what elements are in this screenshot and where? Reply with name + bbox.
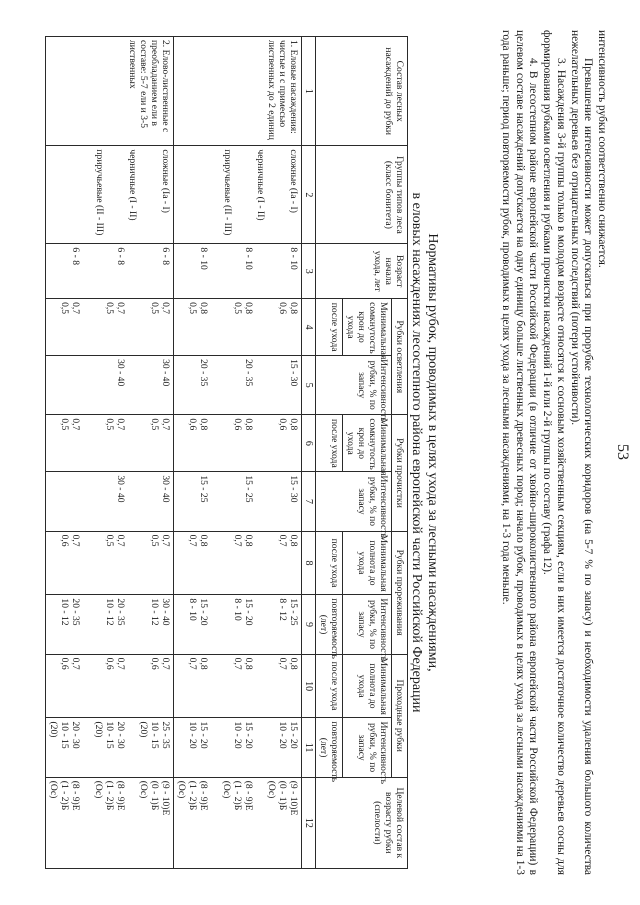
row-value bbox=[48, 781, 81, 865]
cell-line: 0,7 bbox=[115, 657, 126, 670]
cell-line: 20 - 30 bbox=[115, 721, 126, 749]
row-value bbox=[209, 721, 254, 773]
cell-line: 0,6 bbox=[187, 418, 198, 431]
cell-line: 0,5 bbox=[104, 418, 115, 431]
row-value bbox=[59, 302, 81, 352]
cell-line: 0,8 bbox=[288, 534, 299, 547]
forest-type: черничные (I - II) bbox=[127, 149, 138, 221]
row-value bbox=[187, 658, 209, 715]
cell-line: 6 - 8 bbox=[115, 247, 126, 265]
row-value bbox=[187, 302, 209, 352]
cell-line: 30 - 40 bbox=[115, 359, 126, 387]
header-int-prokhod: Интенсивность рубки, % по запасу bbox=[343, 718, 392, 777]
row-value bbox=[126, 359, 171, 411]
cell-line: 20 - 35 bbox=[198, 359, 209, 387]
cell-line: 10 - 15 bbox=[59, 721, 70, 749]
row-value bbox=[254, 475, 299, 527]
column-number: 5 bbox=[302, 356, 316, 415]
row-value bbox=[126, 302, 171, 352]
cell-line: 0,8 bbox=[198, 418, 209, 431]
cell-line: 15 - 20 bbox=[243, 721, 254, 749]
heading-line-1: Нормативы рубок, проводимых в целях ухода за лесными насаждениями, bbox=[425, 233, 440, 672]
row-value bbox=[209, 658, 254, 715]
cell-osv-int bbox=[46, 356, 174, 415]
row-value bbox=[81, 418, 126, 468]
cell-line: 8 - 10 bbox=[243, 247, 254, 270]
row-value bbox=[209, 247, 254, 295]
cell-line: 0,7 bbox=[187, 534, 198, 547]
cell-line: (0 - 1)Б bbox=[277, 780, 288, 811]
row-value bbox=[209, 598, 254, 650]
header-prochistka: Рубки прочистки bbox=[392, 415, 408, 531]
column-number: 9 bbox=[302, 595, 316, 654]
cell-line: 10 - 12 bbox=[104, 598, 115, 626]
cell-line: 8 - 10 bbox=[288, 247, 299, 270]
cell-prorezh-int bbox=[174, 595, 302, 654]
row-value bbox=[198, 247, 209, 295]
cell-line: 0,8 bbox=[243, 534, 254, 547]
forest-type-cell bbox=[174, 146, 302, 244]
cell-line: 6 - 8 bbox=[70, 247, 81, 265]
header-prorezhivanie: Рубки прореживания bbox=[392, 531, 408, 654]
cell-age bbox=[174, 244, 302, 299]
cell-line: 0,7 bbox=[187, 657, 198, 670]
cell-target bbox=[46, 777, 174, 868]
forest-type: сложные (Iа - I) bbox=[288, 149, 299, 213]
header-int-osv: Интенсивность рубки, % по запасу bbox=[316, 356, 392, 415]
row-value bbox=[81, 598, 126, 650]
row-value bbox=[81, 359, 126, 411]
column-number-row bbox=[302, 37, 316, 869]
row-value bbox=[70, 247, 81, 295]
cell-line: 10 - 20 bbox=[277, 721, 288, 749]
cell-line: (8 - 9)Е bbox=[70, 780, 81, 811]
cell-line: (Ос) bbox=[176, 780, 187, 799]
row-value bbox=[126, 658, 171, 715]
row-value bbox=[59, 418, 81, 468]
cell-line: (8 - 9)Е bbox=[115, 780, 126, 811]
cell-line: 0,6 bbox=[232, 418, 243, 431]
column-number: 8 bbox=[302, 531, 316, 595]
column-number: 11 bbox=[302, 718, 316, 777]
row-value bbox=[81, 658, 126, 715]
cell-line: 0,8 bbox=[288, 418, 299, 431]
column-number: 4 bbox=[302, 299, 316, 356]
cell-age bbox=[46, 244, 174, 299]
row-value bbox=[59, 658, 81, 715]
cell-line: (9 - 10)Е bbox=[160, 780, 171, 816]
row-value bbox=[81, 781, 126, 865]
intro-text bbox=[498, 30, 608, 875]
cell-line: 10 - 20 bbox=[187, 721, 198, 749]
cell-line: 30 - 40 bbox=[160, 475, 171, 503]
header-after-prokhod: после ухода bbox=[316, 654, 343, 718]
forest-type: сложные (Iа - I) bbox=[160, 149, 171, 213]
norms-table bbox=[45, 36, 408, 869]
forest-type-cell bbox=[46, 146, 174, 244]
cell-line: 0,8 bbox=[198, 657, 209, 670]
cell-line: (1 - 2)Б bbox=[59, 780, 70, 811]
cell-line: 30 - 40 bbox=[115, 475, 126, 503]
row-value bbox=[187, 418, 209, 468]
row-value bbox=[126, 475, 171, 527]
cell-line: 0,5 bbox=[104, 534, 115, 547]
header-osvetlenie: Рубки осветления bbox=[392, 299, 408, 415]
cell-line: 0,7 bbox=[160, 302, 171, 315]
cell-line: 0,6 bbox=[59, 534, 70, 547]
column-number: 3 bbox=[302, 244, 316, 299]
cell-line: (8 - 9)Е bbox=[243, 780, 254, 811]
cell-line: 0,6 bbox=[104, 657, 115, 670]
cell-line: 0,8 bbox=[198, 534, 209, 547]
cell-line: 0,7 bbox=[232, 657, 243, 670]
cell-line: (Ос) bbox=[138, 780, 149, 799]
row-value bbox=[187, 535, 209, 592]
cell-line: 0,6 bbox=[149, 657, 160, 670]
column-number: 1 bbox=[302, 37, 316, 146]
cell-line: (0 - 1)Б bbox=[149, 780, 160, 811]
cell-line: 20 - 30 bbox=[70, 721, 81, 749]
row-value bbox=[126, 535, 171, 592]
cell-line: (Ос) bbox=[266, 780, 277, 799]
cell-prorezh-min bbox=[46, 531, 174, 595]
rotated-page-content bbox=[28, 30, 608, 875]
row-value bbox=[126, 781, 171, 865]
cell-line: 0,7 bbox=[70, 418, 81, 431]
cell-line: 0,7 bbox=[70, 302, 81, 315]
heading-line-2: в еловых насаждениях лесостепного района европейской части Российской Федерации bbox=[409, 192, 425, 713]
forest-type: приручьевые (II - III) bbox=[222, 149, 233, 236]
row-value bbox=[209, 418, 254, 468]
cell-line: 0,8 bbox=[288, 657, 299, 670]
cell-line: 0,8 bbox=[243, 418, 254, 431]
column-number: 12 bbox=[302, 777, 316, 868]
row-value bbox=[209, 475, 254, 527]
cell-prokhod-int bbox=[46, 718, 174, 777]
cell-prorezh-min bbox=[174, 531, 302, 595]
cell-line: 0,7 bbox=[160, 657, 171, 670]
cell-line: 0,5 bbox=[59, 418, 70, 431]
cell-line: (1 - 2)Б bbox=[187, 780, 198, 811]
cell-line: 8 - 10 bbox=[198, 247, 209, 270]
header-target-composition: Целевой состав к возрасту рубки (спелости) bbox=[316, 777, 408, 868]
row-value bbox=[59, 535, 81, 592]
cell-line: 10 - 12 bbox=[59, 598, 70, 626]
header-min-osv: Минимальная сомкнутость крон до ухода bbox=[343, 299, 392, 356]
forest-type: черничные (I - II) bbox=[255, 149, 266, 221]
row-value bbox=[254, 598, 299, 650]
cell-line: (20) bbox=[48, 721, 59, 738]
group-title: 2. Елово-лиственные с преобладанием ели в составе: 5-7 ели и 3-5 лиственных bbox=[46, 37, 174, 146]
cell-osv-int bbox=[174, 356, 302, 415]
row-value bbox=[187, 721, 209, 773]
cell-line: 0,6 bbox=[277, 302, 288, 315]
cell-line: 0,5 bbox=[187, 302, 198, 315]
cell-line: 0,7 bbox=[160, 418, 171, 431]
cell-line: 0,8 bbox=[243, 657, 254, 670]
column-number: 7 bbox=[302, 472, 316, 531]
row-value bbox=[81, 721, 126, 773]
cell-proch-int bbox=[46, 472, 174, 531]
cell-line: (1 - 2)Б bbox=[104, 780, 115, 811]
row-value bbox=[81, 247, 126, 295]
column-number: 2 bbox=[302, 146, 316, 244]
row-value bbox=[198, 475, 209, 527]
table-row bbox=[174, 37, 302, 869]
cell-line: 15 - 20 bbox=[198, 721, 209, 749]
row-value bbox=[126, 247, 171, 295]
cell-line: 0,7 bbox=[115, 534, 126, 547]
cell-line: 8 - 10 bbox=[187, 598, 198, 621]
row-value bbox=[48, 721, 81, 773]
intro-line: интенсивность рубки соответственно снижается. bbox=[596, 30, 608, 268]
cell-prokhod-int bbox=[174, 718, 302, 777]
cell-line: (Ос) bbox=[48, 780, 59, 799]
intro-line: Превышение интенсивности может допускаться при прорубке технологических коридоров (на 5-7 % по запасу) и необходимости удаления большого количества нежелательных деревьев без отрицательных последствий (потери устойчивости). bbox=[568, 30, 595, 875]
cell-line: 0,5 bbox=[149, 418, 160, 431]
forest-type: приручьевые (II - III) bbox=[94, 149, 105, 236]
cell-line: (8 - 9)Е bbox=[198, 780, 209, 811]
cell-line: 30 - 40 bbox=[160, 359, 171, 387]
cell-line: 20 - 35 bbox=[70, 598, 81, 626]
header-period-prokhod: повторяемость (лет) bbox=[316, 718, 343, 777]
cell-line: 15 - 25 bbox=[243, 475, 254, 503]
row-value bbox=[209, 302, 254, 352]
cell-line: 0,6 bbox=[59, 657, 70, 670]
header-forest-type: Группы типов леса (класс бонитета) bbox=[316, 146, 408, 244]
cell-line: 0,8 bbox=[198, 302, 209, 315]
header-min-prokhod: Минимальная полнота до ухода bbox=[343, 654, 392, 718]
cell-line: 0,7 bbox=[115, 418, 126, 431]
header-min-proch: Минимальная сомкнутость крон до ухода bbox=[343, 415, 392, 472]
cell-proch-min bbox=[174, 415, 302, 472]
header-start-age: Возраст начала ухода, лет bbox=[316, 244, 408, 299]
cell-prokhod-min bbox=[174, 654, 302, 718]
cell-line: 0,8 bbox=[288, 302, 299, 315]
header-min-prorezh: Минимальная полнота до ухода bbox=[343, 531, 392, 595]
cell-line: 0,6 bbox=[277, 418, 288, 431]
header-period-prorezh: повторяемость (лет) bbox=[316, 595, 343, 654]
cell-line: (1 - 2)Б bbox=[232, 780, 243, 811]
row-value bbox=[254, 781, 299, 865]
row-value bbox=[81, 302, 126, 352]
cell-line: 15 - 20 bbox=[198, 598, 209, 626]
row-value bbox=[254, 302, 299, 352]
header-prokhodnye: Проходные рубки bbox=[392, 654, 408, 777]
row-value bbox=[81, 535, 126, 592]
cell-osv-min bbox=[174, 299, 302, 356]
row-value bbox=[176, 781, 209, 865]
cell-line: 0,5 bbox=[104, 302, 115, 315]
group-title: 1. Еловые насаждения: чистые и с примесью лиственных до 2 единиц bbox=[174, 37, 302, 146]
page-number: 53 bbox=[614, 444, 631, 460]
cell-line: 15 - 20 bbox=[243, 598, 254, 626]
cell-line: 20 - 35 bbox=[243, 359, 254, 387]
cell-prokhod-min bbox=[46, 654, 174, 718]
cell-line: 20 - 35 bbox=[115, 598, 126, 626]
row-value bbox=[254, 247, 299, 295]
cell-line: 10 - 20 bbox=[232, 721, 243, 749]
cell-line: 0,5 bbox=[149, 302, 160, 315]
header-after-osv: после ухода bbox=[316, 299, 343, 356]
column-number: 6 bbox=[302, 415, 316, 472]
row-value bbox=[126, 418, 171, 468]
cell-line: 10 - 15 bbox=[149, 721, 160, 749]
cell-line: 25 - 35 bbox=[160, 721, 171, 749]
cell-line: (9 - 10)Е bbox=[288, 780, 299, 816]
column-number: 10 bbox=[302, 654, 316, 718]
cell-line: 10 - 15 bbox=[104, 721, 115, 749]
cell-line: 0,7 bbox=[70, 657, 81, 670]
header-int-prorezh: Интенсивность рубки, % по запасу bbox=[343, 595, 392, 654]
intro-line: 4. В лесостепном районе европейской части Российской Федерации (в отличие от хвойно-широколиственного района европейской части Российской Федерации) в целевом составе насаждений допускается на одну единицу больше лиственных древесных пород; начало рубок, проводимых в целях ухода за лесными насаждениями на 1-3 года раньше; период повторяемости рубок, проводимых в целях ухода за лесными насаждениями, на 1-3 года меньше. bbox=[500, 30, 540, 875]
cell-prorezh-int bbox=[46, 595, 174, 654]
cell-line: 15 - 25 bbox=[198, 475, 209, 503]
cell-line: 15 - 30 bbox=[288, 359, 299, 387]
row-value bbox=[254, 418, 299, 468]
cell-line: (Ос) bbox=[221, 780, 232, 799]
cell-line: (20) bbox=[138, 721, 149, 738]
row-value bbox=[209, 535, 254, 592]
cell-line: 0,7 bbox=[115, 302, 126, 315]
cell-line: (20) bbox=[93, 721, 104, 738]
cell-line: 0,5 bbox=[149, 534, 160, 547]
row-value bbox=[198, 359, 209, 411]
cell-target bbox=[174, 777, 302, 868]
row-value bbox=[254, 535, 299, 592]
cell-line: 8 - 10 bbox=[232, 598, 243, 621]
cell-line: 0,5 bbox=[59, 302, 70, 315]
cell-proch-int bbox=[174, 472, 302, 531]
cell-line: 0,8 bbox=[243, 302, 254, 315]
row-value bbox=[254, 721, 299, 773]
cell-line: 0,7 bbox=[277, 534, 288, 547]
cell-proch-min bbox=[46, 415, 174, 472]
table-row bbox=[46, 37, 174, 869]
header-composition: Состав лесных насаждений до рубки bbox=[316, 37, 408, 146]
row-value bbox=[254, 658, 299, 715]
row-value bbox=[126, 598, 171, 650]
row-value bbox=[209, 359, 254, 411]
cell-line: 8 - 12 bbox=[277, 598, 288, 621]
row-value bbox=[254, 359, 299, 411]
row-value bbox=[187, 598, 209, 650]
cell-line: 0,7 bbox=[70, 534, 81, 547]
cell-line: 15 - 30 bbox=[288, 475, 299, 503]
cell-line: 6 - 8 bbox=[160, 247, 171, 265]
cell-line: 0,7 bbox=[277, 657, 288, 670]
row-value bbox=[59, 598, 81, 650]
cell-osv-min bbox=[46, 299, 174, 356]
cell-line: 0,7 bbox=[160, 534, 171, 547]
cell-line: 30 - 40 bbox=[160, 598, 171, 626]
cell-line: 15 - 20 bbox=[288, 721, 299, 749]
cell-line: 15 - 25 bbox=[288, 598, 299, 626]
intro-line: 3. Насаждения 3-й группы только в молодом возрасте относятся к сосновым хозяйственным секциям, если в них имеется достаточное количество деревьев сосны для формирования рубками осветления и рубками прочистки насаждений 1-й или 2-й группы по составу (графа 12). bbox=[541, 30, 567, 875]
cell-line: (Ос) bbox=[93, 780, 104, 799]
header-after-proch: после ухода bbox=[316, 415, 343, 472]
table-heading bbox=[409, 30, 440, 875]
row-value bbox=[126, 721, 171, 773]
header-int-proch: Интенсивность рубки, % по запасу bbox=[316, 472, 392, 531]
cell-line: 0,5 bbox=[232, 302, 243, 315]
row-value bbox=[209, 781, 254, 865]
row-value bbox=[81, 475, 126, 527]
cell-line: 10 - 12 bbox=[149, 598, 160, 626]
cell-line: 0,7 bbox=[232, 534, 243, 547]
header-after-prorezh: после ухода bbox=[316, 531, 343, 595]
